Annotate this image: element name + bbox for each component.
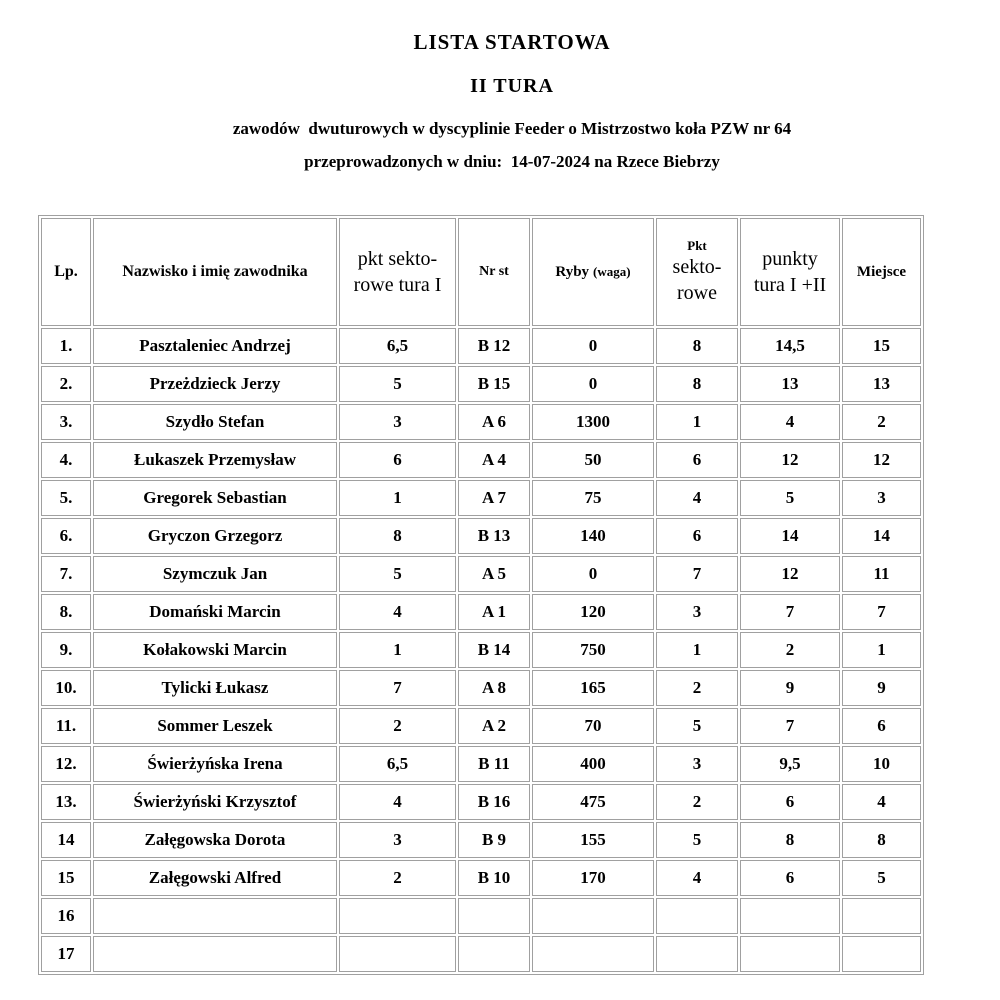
cell-ryby: 170 — [532, 860, 654, 896]
cell-name: Domański Marcin — [93, 594, 337, 630]
cell-punkty: 12 — [740, 556, 840, 592]
cell-pkt-tura1: 7 — [339, 670, 456, 706]
cell-name: Szymczuk Jan — [93, 556, 337, 592]
cell-lp: 16 — [41, 898, 91, 934]
cell-pkt-sektorowe — [656, 936, 738, 972]
cell-miejsce: 13 — [842, 366, 921, 402]
cell-miejsce: 15 — [842, 328, 921, 364]
table-row-8 — [41, 594, 921, 630]
cell-pkt-sektorowe: 6 — [656, 442, 738, 478]
cell-nr-st — [458, 898, 530, 934]
cell-nr-st: B 15 — [458, 366, 530, 402]
cell-pkt-sektorowe: 1 — [656, 404, 738, 440]
column-header-pkt-line2: sekto- — [672, 256, 722, 279]
cell-punkty: 13 — [740, 366, 840, 402]
cell-lp: 11. — [41, 708, 91, 744]
cell-pkt-tura1: 6 — [339, 442, 456, 478]
table-row-12 — [41, 746, 921, 782]
cell-punkty — [740, 898, 840, 934]
cell-pkt-tura1: 5 — [339, 556, 456, 592]
cell-nr-st: A 6 — [458, 404, 530, 440]
cell-ryby: 155 — [532, 822, 654, 858]
cell-name: Pasztaleniec Andrzej — [93, 328, 337, 364]
cell-nr-st: B 14 — [458, 632, 530, 668]
table-row-1 — [41, 328, 921, 364]
column-header-pkt-tura1-line1: pkt sekto- — [357, 248, 438, 270]
cell-ryby — [532, 898, 654, 934]
cell-lp: 7. — [41, 556, 91, 592]
cell-lp: 5. — [41, 480, 91, 516]
cell-pkt-sektorowe: 7 — [656, 556, 738, 592]
table-row-13 — [41, 784, 921, 820]
cell-lp: 15 — [41, 860, 91, 896]
cell-pkt-sektorowe: 3 — [656, 746, 738, 782]
cell-nr-st: A 4 — [458, 442, 530, 478]
cell-punkty: 14 — [740, 518, 840, 554]
cell-nr-st — [458, 936, 530, 972]
cell-punkty: 9 — [740, 670, 840, 706]
column-header-ryby-waga — [532, 218, 654, 326]
cell-name: Przeżdzieck Jerzy — [93, 366, 337, 402]
cell-punkty: 14,5 — [740, 328, 840, 364]
cell-nr-st: B 12 — [458, 328, 530, 364]
cell-name: Załęgowska Dorota — [93, 822, 337, 858]
description-line-2: przeprowadzonych w dniu: 14-07-2024 na Rzece Biebrzy — [304, 152, 720, 171]
round-title: II TURA — [470, 75, 554, 97]
cell-ryby: 1300 — [532, 404, 654, 440]
cell-miejsce: 2 — [842, 404, 921, 440]
cell-pkt-sektorowe: 4 — [656, 860, 738, 896]
table-row-17 — [41, 936, 921, 972]
cell-miejsce: 12 — [842, 442, 921, 478]
column-header-name: Nazwisko i imię zawodnika — [93, 218, 337, 326]
cell-name: Gryczon Grzegorz — [93, 518, 337, 554]
cell-pkt-tura1 — [339, 936, 456, 972]
cell-pkt-tura1: 5 — [339, 366, 456, 402]
cell-pkt-tura1: 3 — [339, 404, 456, 440]
cell-nr-st: A 1 — [458, 594, 530, 630]
cell-pkt-tura1 — [339, 898, 456, 934]
column-header-ryby: Ryby — [555, 264, 590, 280]
cell-pkt-sektorowe: 2 — [656, 670, 738, 706]
cell-punkty: 5 — [740, 480, 840, 516]
cell-punkty: 12 — [740, 442, 840, 478]
cell-miejsce: 11 — [842, 556, 921, 592]
cell-punkty: 6 — [740, 784, 840, 820]
description-line-1: zawodów dwuturowych w dyscyplinie Feeder o Mistrzostwo koła PZW nr 64 — [232, 119, 792, 138]
cell-name: Sommer Leszek — [93, 708, 337, 744]
cell-name: Gregorek Sebastian — [93, 480, 337, 516]
cell-nr-st: B 11 — [458, 746, 530, 782]
cell-miejsce: 3 — [842, 480, 921, 516]
table-row-9 — [41, 632, 921, 668]
cell-name: Szydło Stefan — [93, 404, 337, 440]
table-row-2 — [41, 366, 921, 402]
column-header-pkt-sektorowe — [656, 218, 738, 326]
cell-ryby: 0 — [532, 366, 654, 402]
cell-miejsce — [842, 898, 921, 934]
cell-ryby: 400 — [532, 746, 654, 782]
cell-lp: 2. — [41, 366, 91, 402]
table-row-14 — [41, 822, 921, 858]
table-row-15 — [41, 860, 921, 896]
cell-ryby: 165 — [532, 670, 654, 706]
cell-miejsce: 5 — [842, 860, 921, 896]
column-header-pkt-line1: Pkt — [687, 237, 707, 253]
cell-pkt-tura1: 3 — [339, 822, 456, 858]
cell-miejsce: 4 — [842, 784, 921, 820]
cell-pkt-sektorowe: 6 — [656, 518, 738, 554]
table-row-7 — [41, 556, 921, 592]
cell-lp: 6. — [41, 518, 91, 554]
cell-pkt-sektorowe: 8 — [656, 328, 738, 364]
cell-name: Kołakowski Marcin — [93, 632, 337, 668]
cell-pkt-tura1: 1 — [339, 480, 456, 516]
cell-pkt-tura1: 1 — [339, 632, 456, 668]
cell-lp: 14 — [41, 822, 91, 858]
cell-lp: 3. — [41, 404, 91, 440]
start-list-table — [38, 215, 924, 975]
cell-miejsce: 9 — [842, 670, 921, 706]
cell-punkty: 7 — [740, 594, 840, 630]
cell-ryby: 70 — [532, 708, 654, 744]
cell-nr-st: B 13 — [458, 518, 530, 554]
cell-name — [93, 936, 337, 972]
page-title: LISTA STARTOWA — [413, 30, 611, 54]
cell-ryby — [532, 936, 654, 972]
column-header-lp: Lp. — [41, 218, 91, 326]
cell-miejsce: 10 — [842, 746, 921, 782]
cell-pkt-tura1: 4 — [339, 784, 456, 820]
column-header-ryby-paren: (waga) — [593, 264, 631, 279]
cell-ryby: 140 — [532, 518, 654, 554]
cell-name: Załęgowski Alfred — [93, 860, 337, 896]
cell-lp: 1. — [41, 328, 91, 364]
cell-miejsce: 6 — [842, 708, 921, 744]
cell-punkty: 9,5 — [740, 746, 840, 782]
cell-pkt-sektorowe: 5 — [656, 708, 738, 744]
cell-name: Świerżyńska Irena — [93, 746, 337, 782]
cell-miejsce: 14 — [842, 518, 921, 554]
cell-ryby: 0 — [532, 556, 654, 592]
cell-miejsce: 1 — [842, 632, 921, 668]
cell-nr-st: B 10 — [458, 860, 530, 896]
cell-miejsce: 7 — [842, 594, 921, 630]
cell-punkty — [740, 936, 840, 972]
cell-pkt-sektorowe: 4 — [656, 480, 738, 516]
document-header — [24, 30, 1000, 185]
cell-ryby: 750 — [532, 632, 654, 668]
cell-ryby: 50 — [532, 442, 654, 478]
cell-punkty: 6 — [740, 860, 840, 896]
column-header-pkt-line3: rowe — [677, 282, 717, 305]
cell-name: Tylicki Łukasz — [93, 670, 337, 706]
cell-ryby: 75 — [532, 480, 654, 516]
cell-ryby: 0 — [532, 328, 654, 364]
cell-lp: 9. — [41, 632, 91, 668]
cell-punkty: 7 — [740, 708, 840, 744]
cell-lp: 10. — [41, 670, 91, 706]
cell-ryby: 475 — [532, 784, 654, 820]
cell-name — [93, 898, 337, 934]
cell-miejsce: 8 — [842, 822, 921, 858]
table-row-10 — [41, 670, 921, 706]
cell-pkt-tura1: 8 — [339, 518, 456, 554]
cell-nr-st: A 2 — [458, 708, 530, 744]
cell-pkt-sektorowe: 3 — [656, 594, 738, 630]
cell-lp: 8. — [41, 594, 91, 630]
cell-pkt-tura1: 6,5 — [339, 328, 456, 364]
table-row-5 — [41, 480, 921, 516]
column-header-miejsce: Miejsce — [842, 218, 921, 326]
cell-lp: 17 — [41, 936, 91, 972]
cell-nr-st: A 7 — [458, 480, 530, 516]
cell-ryby: 120 — [532, 594, 654, 630]
cell-pkt-tura1: 6,5 — [339, 746, 456, 782]
cell-pkt-sektorowe: 8 — [656, 366, 738, 402]
cell-nr-st: B 16 — [458, 784, 530, 820]
table-row-4 — [41, 442, 921, 478]
cell-lp: 13. — [41, 784, 91, 820]
cell-nr-st: A 8 — [458, 670, 530, 706]
cell-pkt-tura1: 4 — [339, 594, 456, 630]
cell-nr-st: B 9 — [458, 822, 530, 858]
column-header-pkt-tura1-line2: rowe tura I — [353, 274, 442, 296]
cell-lp: 4. — [41, 442, 91, 478]
cell-pkt-sektorowe: 1 — [656, 632, 738, 668]
cell-nr-st: A 5 — [458, 556, 530, 592]
column-header-punkty-line1: punkty — [762, 248, 818, 270]
column-header-punkty-line2: tura I +II — [753, 274, 827, 296]
cell-lp: 12. — [41, 746, 91, 782]
cell-punkty: 4 — [740, 404, 840, 440]
column-header-nr-st: Nr st — [458, 218, 530, 326]
table-header-row — [41, 218, 921, 326]
column-header-punkty — [740, 218, 840, 326]
table-row-11 — [41, 708, 921, 744]
cell-miejsce — [842, 936, 921, 972]
cell-pkt-sektorowe: 2 — [656, 784, 738, 820]
cell-punkty: 8 — [740, 822, 840, 858]
table-row-3 — [41, 404, 921, 440]
table-row-16 — [41, 898, 921, 934]
cell-punkty: 2 — [740, 632, 840, 668]
column-header-pkt-sektorowe-tura1 — [339, 218, 456, 326]
cell-name: Świerżyński Krzysztof — [93, 784, 337, 820]
cell-pkt-sektorowe: 5 — [656, 822, 738, 858]
cell-name: Łukaszek Przemysław — [93, 442, 337, 478]
cell-pkt-tura1: 2 — [339, 708, 456, 744]
cell-pkt-sektorowe — [656, 898, 738, 934]
cell-pkt-tura1: 2 — [339, 860, 456, 896]
table-row-6 — [41, 518, 921, 554]
